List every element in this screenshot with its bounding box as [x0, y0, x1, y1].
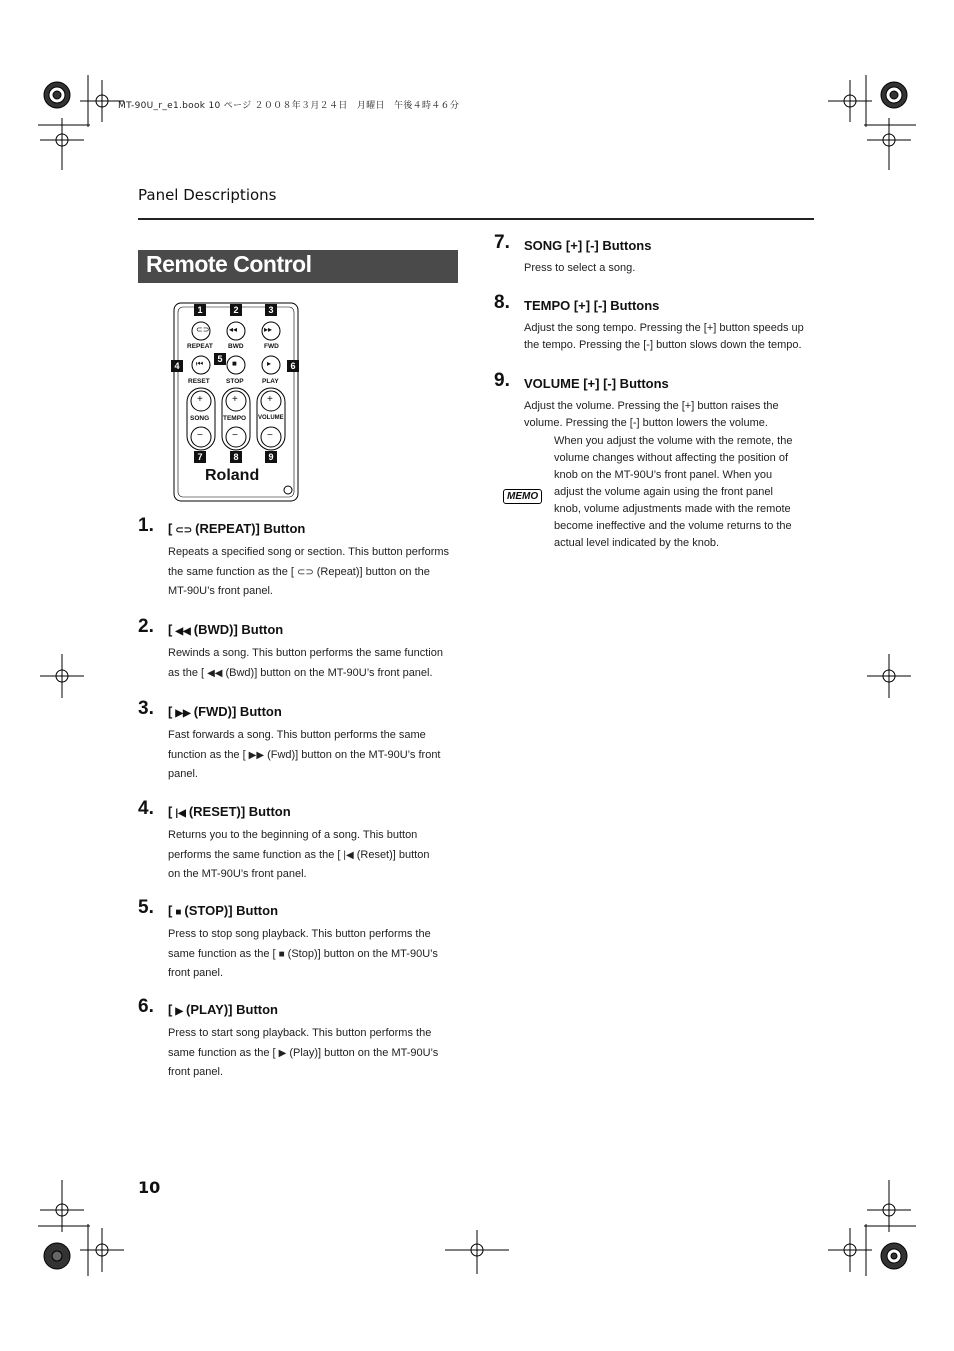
rewind-glyph-icon: ◂◂ — [229, 325, 238, 334]
item-heading: VOLUME [+] [-] Buttons — [524, 376, 669, 391]
rewind-icon: ◀◀ — [207, 667, 223, 679]
item-heading: [ ■ (STOP)] Button — [168, 903, 279, 918]
play-icon: ▶ — [175, 1006, 184, 1017]
item-description: Press to start song playback. This button performs the same function as the [ ▶ (Play)] button on the MT-90U’s front panel. — [168, 1027, 439, 1078]
volume-minus-glyph: − — [267, 430, 273, 441]
callout-4: 4 — [171, 360, 183, 372]
title-bar — [138, 250, 458, 283]
label-fwd: FWD — [264, 343, 279, 350]
fast-forward-icon: ▶▶ — [175, 708, 191, 719]
page-title: Remote Control — [146, 251, 312, 277]
item-description: Repeats a specified song or section. This button performs the same function as the [ ⊂⊃ (Repeat)] button on the MT-90U’s front panel. — [168, 546, 450, 597]
item-description: Press to select a song. — [524, 262, 636, 274]
item-description: Adjust the song tempo. Pressing the [+] button speeds up the tempo. Pressing the [-] button slows down the tempo. — [524, 322, 804, 351]
reset-icon: |◀ — [175, 808, 186, 819]
roland-logo: Roland — [205, 467, 260, 484]
memo-note: When you adjust the volume with the remote, the volume changes without affecting the position of knob on the MT-90U’s front panel. When you adjust the volume again using the front panel knob, volume adjustments made with the remote become ineffective and the volume returns to the actual level indicated by the knob. — [554, 435, 793, 549]
label-stop: STOP — [226, 378, 244, 385]
repeat-icon: ⊂⊃ — [296, 566, 314, 578]
reset-icon: |◀ — [343, 849, 354, 861]
label-reset: RESET — [188, 378, 210, 385]
item-number: 4. — [138, 798, 154, 819]
rewind-icon: ◀◀ — [175, 626, 191, 637]
page-number: 10 — [138, 1178, 161, 1197]
tempo-plus-glyph: + — [232, 394, 238, 405]
repeat-icon: ⊂⊃ — [175, 525, 193, 536]
memo-icon — [503, 484, 542, 504]
item-heading: [ ▶▶ (FWD)] Button — [168, 704, 282, 719]
item-description: Press to stop song playback. This button performs the same function as the [ ■ (Stop)] button on the MT-90U’s front panel. — [168, 928, 438, 979]
callout-2: 2 — [230, 304, 242, 316]
item-heading: [ |◀ (RESET)] Button — [168, 804, 291, 819]
callout-8: 8 — [230, 451, 242, 463]
callout-1: 1 — [194, 304, 206, 316]
item-heading: TEMPO [+] [-] Buttons — [524, 298, 660, 313]
callout-6: 6 — [287, 360, 299, 372]
item-heading: [ ▶ (PLAY)] Button — [168, 1002, 278, 1017]
item-number: 6. — [138, 996, 154, 1017]
item-heading: SONG [+] [-] Buttons — [524, 238, 652, 253]
stop-icon: ■ — [278, 948, 285, 960]
item-number: 8. — [494, 292, 510, 313]
stop-icon: ■ — [175, 907, 182, 918]
memo-icon-text: MEMO — [503, 489, 542, 504]
label-repeat: REPEAT — [187, 343, 213, 350]
section-label: Panel Descriptions — [138, 186, 277, 204]
item-number: 3. — [138, 698, 154, 719]
repeat-glyph-icon: ⊂⊃ — [196, 325, 210, 334]
play-glyph-icon: ▸ — [267, 359, 272, 368]
tempo-minus-glyph: − — [232, 430, 238, 441]
volume-plus-glyph: + — [267, 394, 273, 405]
print-info: MT-90U_r_e1.book 10 ページ ２００８年３月２４日 月曜日 午後４時４６分 — [118, 101, 460, 111]
label-bwd: BWD — [228, 343, 244, 350]
reset-glyph-icon: ⏮ — [196, 359, 204, 368]
label-tempo: TEMPO — [223, 415, 247, 422]
callout-3: 3 — [265, 304, 277, 316]
label-song: SONG — [190, 415, 210, 422]
label-volume: VOLUME — [258, 415, 284, 421]
item-description: Adjust the volume. Pressing the [+] button raises the volume. Pressing the [-] button lowers the volume. — [524, 400, 779, 429]
callout-5: 5 — [214, 353, 226, 365]
callout-9: 9 — [265, 451, 277, 463]
song-plus-glyph: + — [197, 394, 203, 405]
item-number: 1. — [138, 515, 154, 536]
fast-forward-icon: ▶▶ — [248, 749, 265, 761]
callout-7: 7 — [194, 451, 206, 463]
play-icon: ▶ — [278, 1047, 287, 1059]
header-rule — [138, 218, 814, 220]
item-heading: [ ⊂⊃ (REPEAT)] Button — [168, 521, 306, 536]
item-number: 2. — [138, 616, 154, 637]
item-number: 7. — [494, 232, 510, 253]
item-description: Returns you to the beginning of a song. This button performs the same function as the [ |◀ (Reset)] button on the MT-90U’s front panel. — [168, 829, 430, 880]
item-number: 5. — [138, 897, 154, 918]
item-number: 9. — [494, 370, 510, 391]
item-description: Fast forwards a song. This button performs the same function as the [ ▶▶ (Fwd)] button on the MT-90U’s front panel. — [168, 729, 441, 780]
label-play: PLAY — [262, 378, 279, 385]
stop-glyph-icon: ■ — [232, 359, 237, 368]
song-minus-glyph: − — [197, 430, 203, 441]
item-description: Rewinds a song. This button performs the same function as the [ ◀◀ (Bwd)] button on the MT-90U’s front panel. — [168, 644, 443, 683]
forward-glyph-icon: ▸▸ — [264, 325, 273, 334]
item-heading: [ ◀◀ (BWD)] Button — [168, 622, 284, 637]
remote-labels — [170, 300, 302, 505]
